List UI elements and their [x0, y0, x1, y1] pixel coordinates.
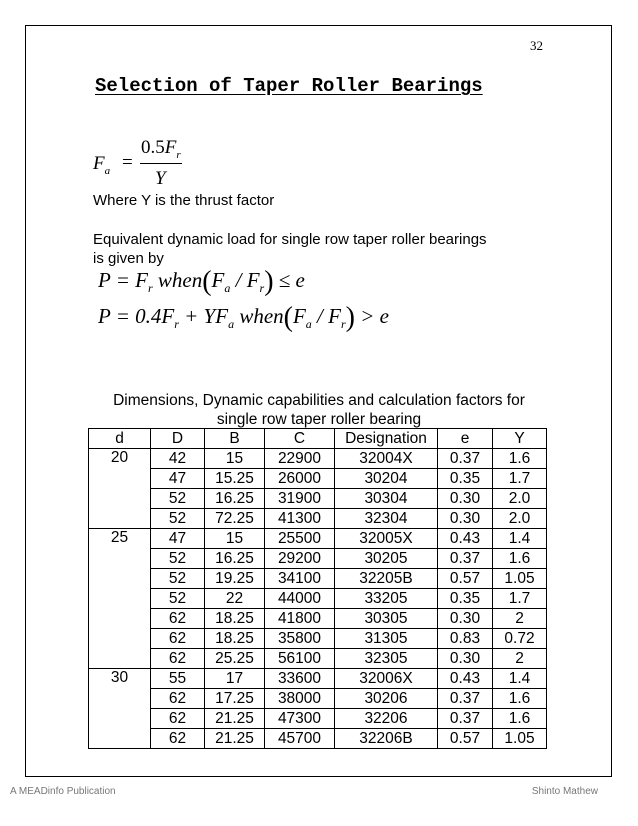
header-cell: B [205, 429, 265, 449]
equivalent-load-text-line1: Equivalent dynamic load for single row taper roller bearings [93, 231, 487, 248]
footer-publisher: A MEADinfo Publication [10, 786, 116, 797]
table-cell: 55 [151, 669, 205, 689]
table-cell: 0.43 [438, 529, 493, 549]
table-cell: 30305 [335, 609, 438, 629]
header-cell: D [151, 429, 205, 449]
table-cell: 1.05 [493, 569, 547, 589]
table-cell: 1.6 [493, 709, 547, 729]
table-cell: 26000 [265, 469, 335, 489]
table-cell: 56100 [265, 649, 335, 669]
table-cell: 52 [151, 549, 205, 569]
table-row [89, 609, 547, 629]
table-cell: 47300 [265, 709, 335, 729]
table-cell: 21.25 [205, 709, 265, 729]
table-cell: 52 [151, 509, 205, 529]
table-cell: 33600 [265, 669, 335, 689]
table-body [89, 449, 547, 749]
table-header-row [89, 429, 547, 449]
table-row [89, 489, 547, 509]
table-cell: 1.7 [493, 469, 547, 489]
table-cell: 35800 [265, 629, 335, 649]
bearing-table [88, 428, 547, 749]
table-row [89, 469, 547, 489]
bore-diameter-cell: 25 [89, 529, 151, 669]
table-cell: 32006X [335, 669, 438, 689]
table-caption-line2: single row taper roller bearing [216, 411, 422, 428]
formula-denominator: Y [155, 168, 166, 189]
header-cell: e [438, 429, 493, 449]
table-cell: 1.6 [493, 549, 547, 569]
table-cell: 0.83 [438, 629, 493, 649]
table-cell: 52 [151, 569, 205, 589]
table-cell: 0.37 [438, 449, 493, 469]
equivalent-load-equation-2: $P = 0.4F_r + YF_a$ $when(F_a / F_r) > e$ [98, 302, 389, 333]
table-cell: 52 [151, 589, 205, 609]
table-cell: 42 [151, 449, 205, 469]
table-row [89, 549, 547, 569]
table-cell: 32005X [335, 529, 438, 549]
table-cell: 1.4 [493, 669, 547, 689]
table-cell: 15 [205, 449, 265, 469]
table-cell: 32206 [335, 709, 438, 729]
formula-equals: = [122, 152, 133, 173]
header-cell: Designation [335, 429, 438, 449]
table-cell: 2.0 [493, 489, 547, 509]
table-cell: 31305 [335, 629, 438, 649]
table-cell: 62 [151, 609, 205, 629]
table-cell: 62 [151, 629, 205, 649]
table-cell: 0.35 [438, 589, 493, 609]
table-cell: 2.0 [493, 509, 547, 529]
table-cell: 34100 [265, 569, 335, 589]
table-cell: 0.30 [438, 509, 493, 529]
thrust-factor-note: Where Y is the thrust factor [93, 192, 275, 209]
table-cell: 52 [151, 489, 205, 509]
table-cell: 1.6 [493, 449, 547, 469]
table-row [89, 649, 547, 669]
table-cell: 30206 [335, 689, 438, 709]
table-cell: 62 [151, 689, 205, 709]
bore-diameter-cell: 20 [89, 449, 151, 529]
table-cell: 18.25 [205, 609, 265, 629]
table-cell: 30204 [335, 469, 438, 489]
table-row [89, 629, 547, 649]
table-cell: 0.30 [438, 489, 493, 509]
bore-diameter-cell: 30 [89, 669, 151, 749]
table-cell: 33205 [335, 589, 438, 609]
formula-lhs: $F_a$ [93, 153, 111, 177]
table-cell: 16.25 [205, 549, 265, 569]
table-cell: 25.25 [205, 649, 265, 669]
table-cell: 15 [205, 529, 265, 549]
table-cell: 44000 [265, 589, 335, 609]
table-cell: 21.25 [205, 729, 265, 749]
table-cell: 30205 [335, 549, 438, 569]
table-cell: 25500 [265, 529, 335, 549]
table-row [89, 509, 547, 529]
table-row [89, 449, 547, 469]
header-cell: Y [493, 429, 547, 449]
table-cell: 72.25 [205, 509, 265, 529]
table-cell: 32004X [335, 449, 438, 469]
table-row [89, 689, 547, 709]
table-cell: 2 [493, 609, 547, 629]
footer-author: Shinto Mathew [531, 786, 598, 797]
table-cell: 0.57 [438, 569, 493, 589]
table-cell: 1.4 [493, 529, 547, 549]
table-cell: 19.25 [205, 569, 265, 589]
fraction-bar [140, 163, 182, 164]
table-cell: 17 [205, 669, 265, 689]
table-cell: 29200 [265, 549, 335, 569]
table-cell: 62 [151, 709, 205, 729]
page-number: 32 [530, 38, 543, 53]
table-cell: 16.25 [205, 489, 265, 509]
table-cell: 0.57 [438, 729, 493, 749]
table-cell: 41800 [265, 609, 335, 629]
formula-numerator: $0.5F_r$ [141, 137, 181, 161]
table-cell: 38000 [265, 689, 335, 709]
table-cell: 47 [151, 469, 205, 489]
table-cell: 0.30 [438, 649, 493, 669]
table-row [89, 569, 547, 589]
table-cell: 0.37 [438, 709, 493, 729]
table-cell: 1.7 [493, 589, 547, 609]
table-cell: 18.25 [205, 629, 265, 649]
table-cell: 41300 [265, 509, 335, 529]
table-row [89, 729, 547, 749]
table-cell: 1.05 [493, 729, 547, 749]
table-cell: 45700 [265, 729, 335, 749]
table-caption-line1: Dimensions, Dynamic capabilities and calculation factors for [113, 392, 525, 409]
table-cell: 31900 [265, 489, 335, 509]
table-cell: 32305 [335, 649, 438, 669]
header-cell: d [89, 429, 151, 449]
header-cell: C [265, 429, 335, 449]
table-row [89, 669, 547, 689]
table-row [89, 709, 547, 729]
table-cell: 0.37 [438, 689, 493, 709]
axial-load-formula [93, 137, 213, 190]
table-cell: 0.37 [438, 549, 493, 569]
table-cell: 2 [493, 649, 547, 669]
table-cell: 1.6 [493, 689, 547, 709]
table-cell: 32206B [335, 729, 438, 749]
table-cell: 22 [205, 589, 265, 609]
table-cell: 32205B [335, 569, 438, 589]
equivalent-load-equation-1: $P = F_r$ $when(F_a / F_r) \le e$ [98, 266, 305, 297]
page-title: Selection of Taper Roller Bearings [95, 75, 483, 97]
table-row [89, 529, 547, 549]
table-cell: 62 [151, 649, 205, 669]
equivalent-load-text-line2: is given by [93, 250, 164, 267]
table-cell: 30304 [335, 489, 438, 509]
table-cell: 47 [151, 529, 205, 549]
table-cell: 0.35 [438, 469, 493, 489]
table-cell: 32304 [335, 509, 438, 529]
table-cell: 0.72 [493, 629, 547, 649]
table-cell: 0.43 [438, 669, 493, 689]
table-cell: 17.25 [205, 689, 265, 709]
table-cell: 0.30 [438, 609, 493, 629]
table-row [89, 589, 547, 609]
table-cell: 22900 [265, 449, 335, 469]
table-cell: 15.25 [205, 469, 265, 489]
table-cell: 62 [151, 729, 205, 749]
